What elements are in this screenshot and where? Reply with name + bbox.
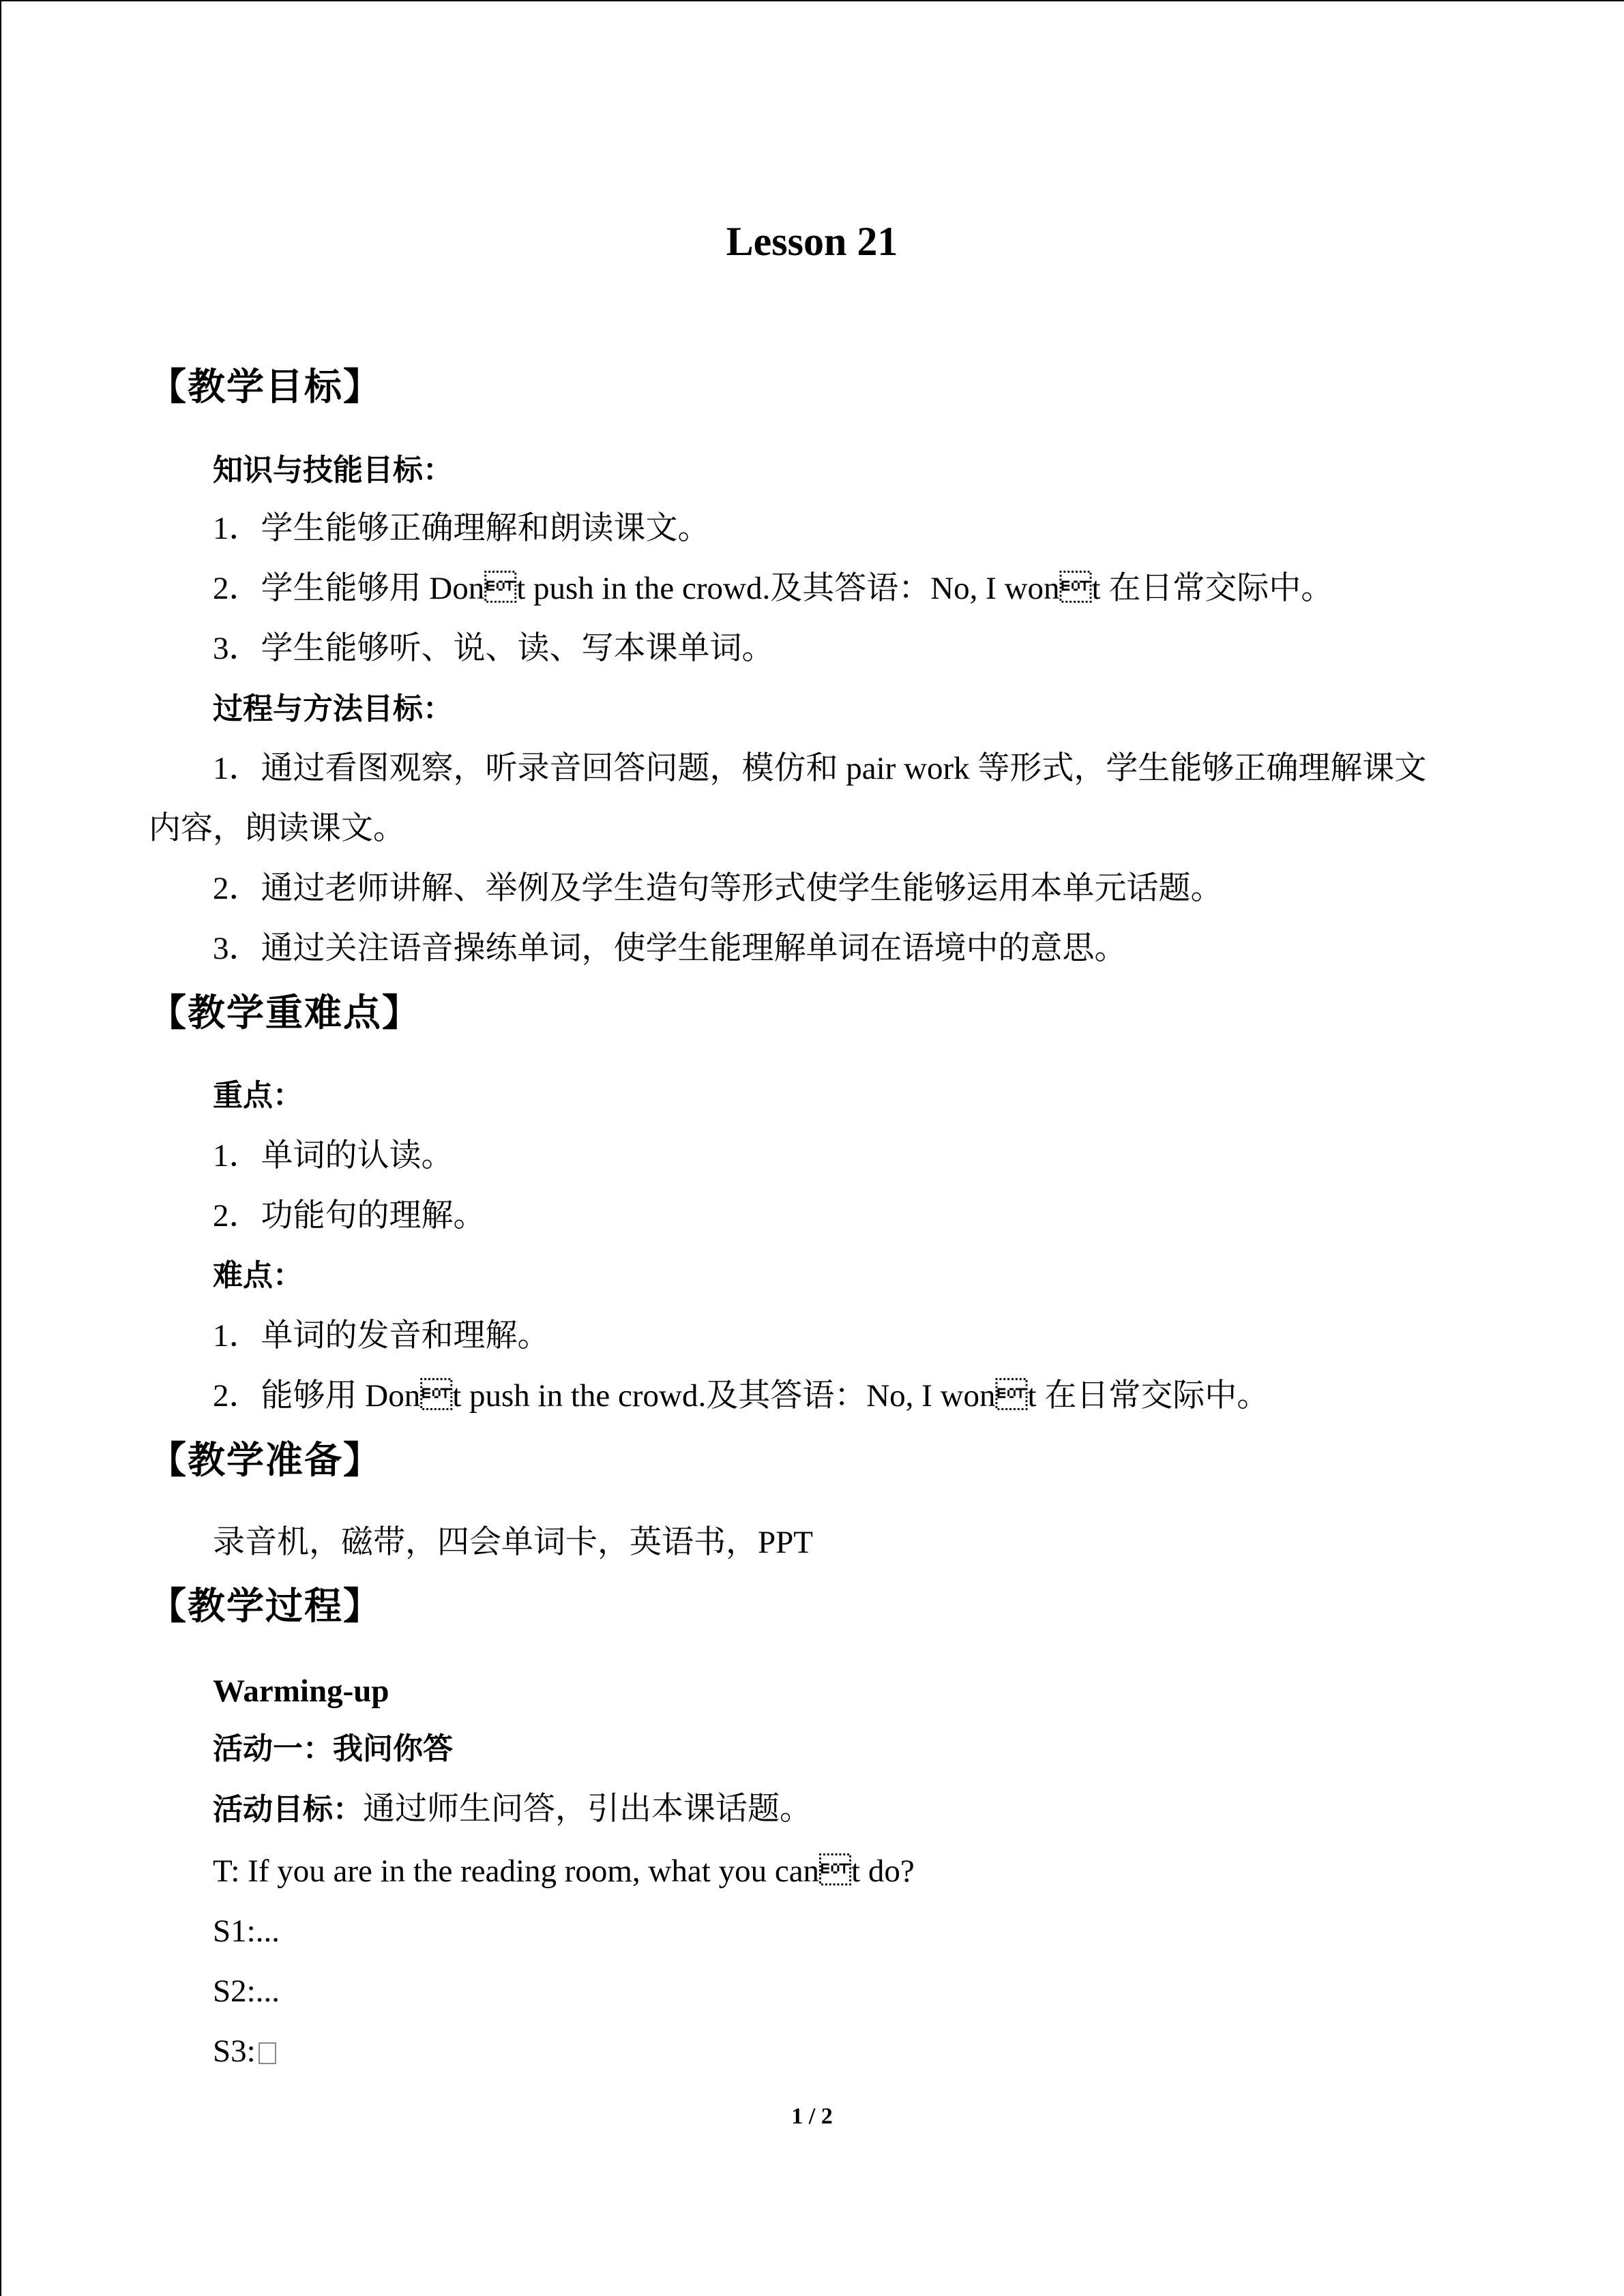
difficult-item-2: 2．能够用 Dont push in the crowd.及其答语：No, I wont 在日常交际中。 xyxy=(213,1378,1269,1414)
activity-goal-label: 活动目标： xyxy=(213,1792,363,1827)
process-item-2: 2．通过老师讲解、举例及学生造句等形式使学生能够运用本单元话题。 xyxy=(213,871,1223,906)
activity-goal-text: 通过师生问答，引出本课话题。 xyxy=(363,1791,812,1827)
key-label: 重点： xyxy=(213,1078,303,1113)
dialogue-s1: S1:... xyxy=(213,1913,280,1949)
dialogue-s3-label: S3: xyxy=(213,2033,256,2069)
heading-procedure: 【教学过程】 xyxy=(149,1584,383,1628)
difficult-item-1: 1．单词的发音和理解。 xyxy=(213,1318,550,1354)
process-methods-label: 过程与方法目标： xyxy=(213,691,453,726)
activity-title: 活动一：我问你答 xyxy=(213,1731,453,1766)
missing-glyph-box xyxy=(259,2042,276,2064)
process-item-3: 3．通过关注语音操练单词，使学生能理解单词在语境中的意思。 xyxy=(213,931,1127,966)
dialogue-teacher: T: If you are in the reading room, what you cant do? xyxy=(213,1853,915,1889)
preparation-text: 录音机，磁带，四会单词卡，英语书，PPT xyxy=(213,1525,813,1560)
stage-warming-up: Warming-up xyxy=(213,1673,389,1709)
activity-goal xyxy=(213,1789,812,1830)
knowledge-item-2: 2．学生能够用 Dont push in the crowd.及其答语：No, I wont 在日常交际中。 xyxy=(213,571,1333,606)
knowledge-item-3: 3．学生能够听、说、读、写本课单词。 xyxy=(213,631,774,666)
process-item-1-continued: 内容，朗读课文。 xyxy=(149,811,405,846)
knowledge-skills-label: 知识与技能目标： xyxy=(213,453,453,488)
knowledge-item-1: 1．学生能够正确理解和朗读课文。 xyxy=(213,511,710,546)
dialogue-s3 xyxy=(213,2031,276,2072)
heading-preparation: 【教学准备】 xyxy=(149,1438,383,1482)
process-item-1: 1．通过看图观察，听录音回答问题，模仿和 pair work 等形式，学生能够正确理解课文 xyxy=(213,751,1427,786)
key-item-2: 2．功能句的理解。 xyxy=(213,1198,486,1234)
key-item-1: 1．单词的认读。 xyxy=(213,1138,454,1174)
lesson-title: Lesson 21 xyxy=(726,219,898,264)
page-number: 1 / 2 xyxy=(791,2104,833,2129)
difficult-label: 难点： xyxy=(213,1258,303,1293)
heading-objectives: 【教学目标】 xyxy=(149,365,383,408)
heading-key-points: 【教学重难点】 xyxy=(149,991,422,1034)
dialogue-s2: S2:... xyxy=(213,1973,280,2009)
